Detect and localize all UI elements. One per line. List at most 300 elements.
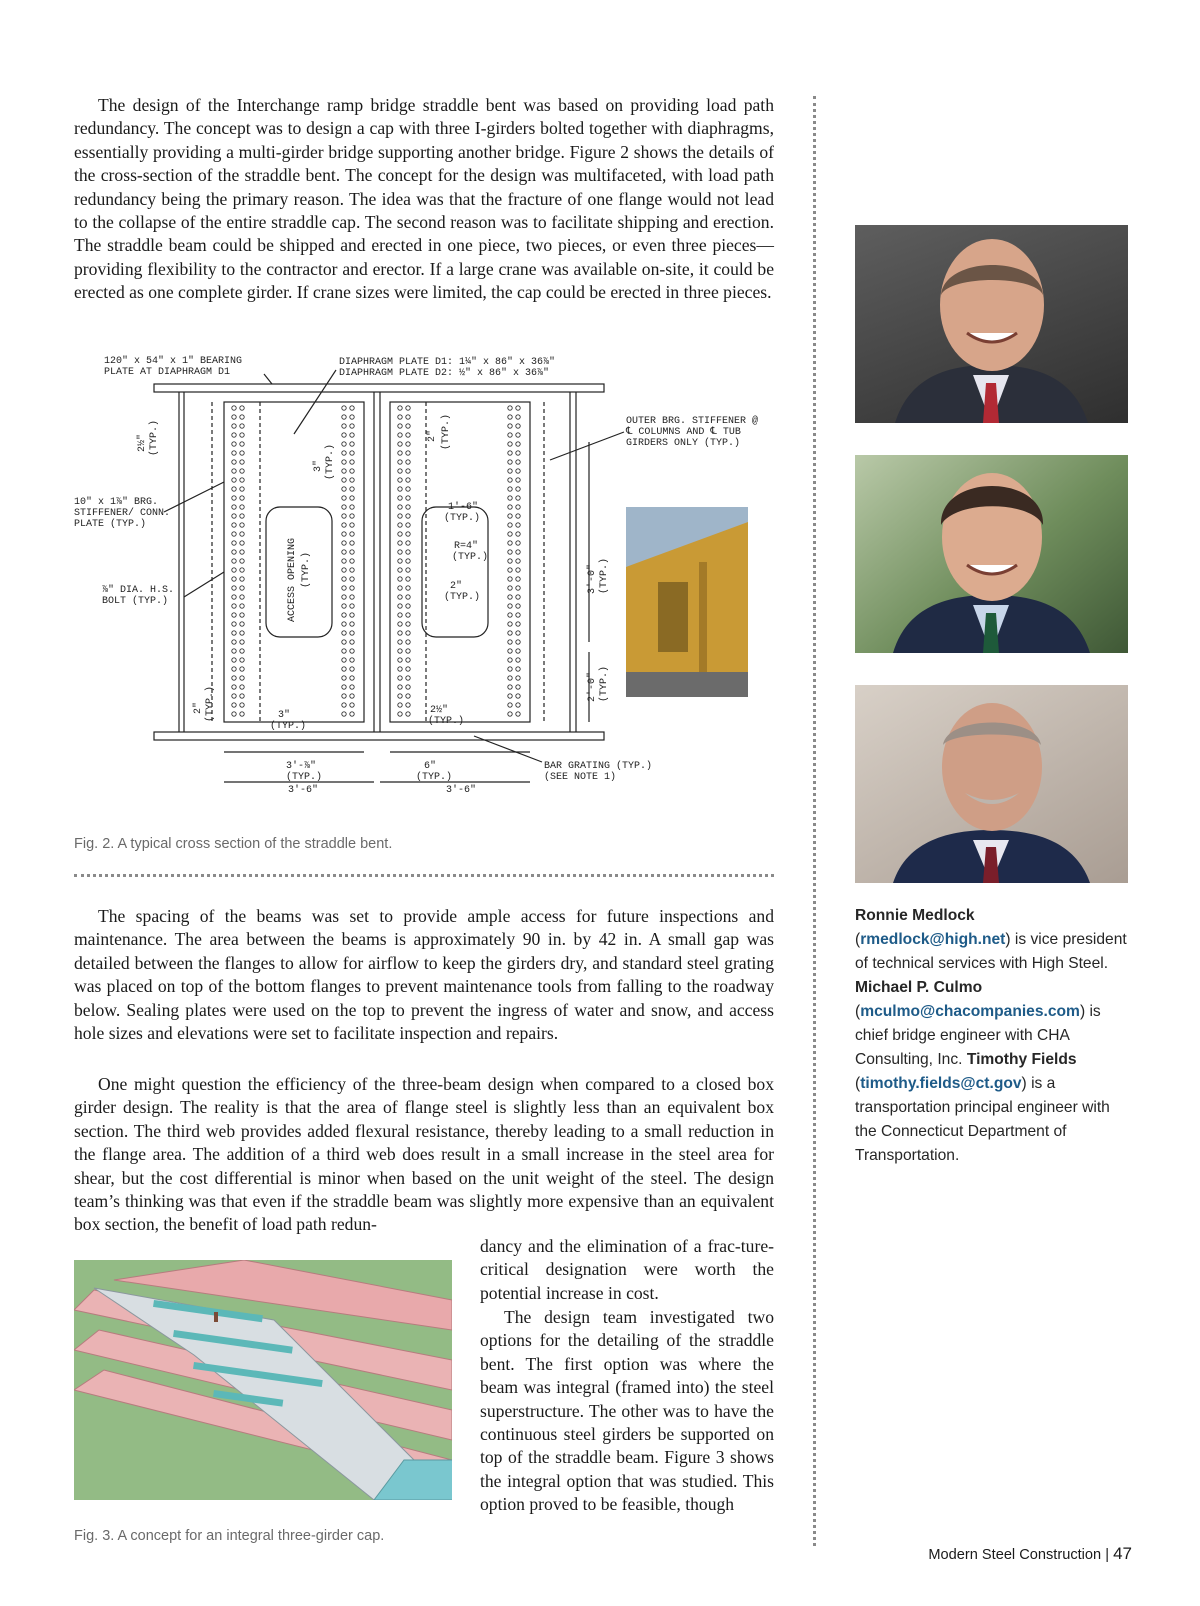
bolt-hole — [342, 586, 346, 590]
bolt-hole — [232, 577, 236, 581]
bolt-hole — [516, 442, 520, 446]
bolt-hole — [516, 532, 520, 536]
bolt-hole — [406, 505, 410, 509]
horizontal-dotted-divider — [74, 874, 774, 877]
label-dim-3-vert: 3" — [313, 459, 324, 472]
label-dim-2-0: 2'-0" — [587, 671, 598, 702]
cross-section-drawing — [74, 352, 774, 822]
bolt-hole — [232, 703, 236, 707]
bolt-hole — [342, 658, 346, 662]
label-typ-2: (TYP.) — [452, 552, 489, 563]
bolt-hole — [350, 667, 354, 671]
bolt-hole — [516, 505, 520, 509]
bolt-hole — [398, 631, 402, 635]
label-bolt-1: ⅞" DIA. H.S. — [102, 585, 175, 596]
bolt-hole — [406, 415, 410, 419]
bolt-hole — [232, 613, 236, 617]
bolt-hole — [342, 703, 346, 707]
bolt-hole — [406, 532, 410, 536]
bolt-hole — [406, 541, 410, 545]
bolt-hole — [516, 676, 520, 680]
bolt-hole — [240, 631, 244, 635]
bolt-hole — [406, 460, 410, 464]
bolt-hole — [516, 595, 520, 599]
bolt-hole — [508, 667, 512, 671]
author-email-3[interactable]: timothy.fields@ct.gov — [860, 1075, 1022, 1092]
bolt-hole — [350, 442, 354, 446]
bolt-hole — [342, 442, 346, 446]
bolt-hole — [240, 685, 244, 689]
bolt-hole — [232, 469, 236, 473]
bolt-hole — [240, 478, 244, 482]
author-name-3: Timothy Fields — [966, 1051, 1077, 1068]
bolt-hole — [232, 595, 236, 599]
bolt-hole — [342, 685, 346, 689]
bolt-hole — [350, 415, 354, 419]
bolt-hole — [350, 649, 354, 653]
bolt-hole — [516, 487, 520, 491]
figure-3-integral-cap-rendering — [74, 1260, 452, 1500]
bolt-hole — [342, 640, 346, 644]
bolt-hole — [342, 676, 346, 680]
bolt-hole — [516, 496, 520, 500]
label-dim-3-6-a: 3'-6" — [288, 785, 319, 796]
bolt-hole — [508, 523, 512, 527]
bolt-hole — [508, 577, 512, 581]
bolt-hole — [350, 541, 354, 545]
bolt-hole — [508, 712, 512, 716]
bolt-hole — [398, 433, 402, 437]
vertical-dotted-divider — [813, 96, 816, 1546]
bolt-hole — [508, 505, 512, 509]
bolt-hole — [350, 496, 354, 500]
bolt-hole — [508, 469, 512, 473]
bolt-hole — [342, 649, 346, 653]
bolt-hole — [240, 451, 244, 455]
bolt-hole — [342, 487, 346, 491]
bolt-hole — [350, 568, 354, 572]
bolt-hole — [398, 676, 402, 680]
bolt-hole — [240, 523, 244, 527]
headshot-ronnie-medlock — [855, 225, 1128, 423]
bolt-hole — [342, 514, 346, 518]
bolt-hole — [232, 532, 236, 536]
label-typ-9: (TYP.) — [325, 443, 336, 480]
bolt-hole — [398, 415, 402, 419]
bolt-hole — [406, 712, 410, 716]
bolt-hole — [240, 469, 244, 473]
bolt-hole — [516, 568, 520, 572]
bolt-hole — [516, 685, 520, 689]
figure-2-cross-section — [74, 352, 774, 822]
label-typ-7: (TYP.) — [416, 772, 453, 783]
author-email-2[interactable]: mculmo@chacompanies.com — [860, 1003, 1080, 1020]
bolt-hole — [240, 622, 244, 626]
label-dim-2-vert-b: 2" — [193, 701, 204, 714]
bolt-hole — [406, 595, 410, 599]
label-bolt-2: BOLT (TYP.) — [102, 596, 169, 607]
bolt-hole — [406, 487, 410, 491]
bolt-hole — [516, 658, 520, 662]
bolt-hole — [232, 514, 236, 518]
bolt-hole — [516, 622, 520, 626]
label-typ-5: (TYP.) — [270, 721, 307, 732]
bolt-hole — [342, 595, 346, 599]
body-paragraph-3: One might question the efficiency of the three-beam design when compared to a closed box girder design. The reality is that the area of flange steel is slightly less than an equivalent box section. The third web provides added flexural resistance, thereby leading to a small reduction in the flange area. The addition of a third web does result in a small increase in the steel area for shear, but the cost differential is minor when based on the unit weight of the steel. The design team’s thinking was that even if the straddle beam was slightly more expensive than an equivalent box section, the benefit of load path redun- — [74, 1074, 774, 1235]
bolt-hole — [508, 676, 512, 680]
bolt-hole — [350, 523, 354, 527]
bolt-hole — [516, 478, 520, 482]
label-typ-11: (TYP.) — [301, 551, 312, 588]
bolt-hole — [398, 712, 402, 716]
bolt-hole — [232, 541, 236, 545]
bolt-hole — [406, 424, 410, 428]
bolt-hole — [508, 406, 512, 410]
bolt-hole — [398, 478, 402, 482]
bolt-hole — [342, 541, 346, 545]
bolt-hole — [398, 550, 402, 554]
bolt-hole — [342, 550, 346, 554]
bolt-hole — [508, 550, 512, 554]
bolt-hole — [398, 460, 402, 464]
bolt-hole — [240, 550, 244, 554]
label-brg-stiffener-3: PLATE (TYP.) — [74, 519, 147, 530]
bolt-hole — [406, 523, 410, 527]
bolt-hole — [232, 406, 236, 410]
bolt-hole — [516, 415, 520, 419]
bolt-hole — [398, 442, 402, 446]
bolt-hole — [508, 487, 512, 491]
bolt-hole — [232, 649, 236, 653]
bolt-hole — [232, 676, 236, 680]
label-outer-stiffener-1: OUTER BRG. STIFFENER @ — [626, 416, 759, 427]
bolt-hole — [232, 568, 236, 572]
bolt-hole — [240, 424, 244, 428]
bolt-hole — [398, 496, 402, 500]
bolt-hole — [232, 712, 236, 716]
bolt-hole — [516, 586, 520, 590]
bolt-hole — [406, 631, 410, 635]
label-typ-14: (TYP.) — [205, 685, 216, 722]
bolt-hole — [350, 559, 354, 563]
bolt-hole — [508, 631, 512, 635]
bolt-hole — [516, 433, 520, 437]
bolt-hole — [240, 658, 244, 662]
bolt-hole — [232, 685, 236, 689]
bolt-hole — [342, 469, 346, 473]
bolt-hole — [232, 667, 236, 671]
bolt-hole — [508, 658, 512, 662]
bolt-hole — [508, 559, 512, 563]
bolt-hole — [398, 604, 402, 608]
bolt-hole — [350, 460, 354, 464]
body-paragraph-4: The design team investigated two options for the detailing of the straddle bent. The first option was where the beam was integral (framed into) the steel superstructure. The other was to have the continuous steel girders be supported on top of the straddle beam. Figure 3 shows the integral option that was studied. This option proved to be feasible, though — [480, 1307, 774, 1515]
bolt-hole — [398, 577, 402, 581]
label-dim-6: 6" — [424, 761, 437, 772]
bolt-hole — [240, 712, 244, 716]
label-outer-stiffener-2: ℄ COLUMNS AND ℄ TUB — [626, 427, 741, 438]
bolt-hole — [342, 496, 346, 500]
bolt-hole — [232, 424, 236, 428]
bolt-hole — [516, 703, 520, 707]
bolt-hole — [398, 658, 402, 662]
bolt-hole — [240, 586, 244, 590]
bolt-hole — [342, 424, 346, 428]
bolt-hole — [398, 469, 402, 473]
bolt-hole — [398, 595, 402, 599]
bolt-hole — [342, 631, 346, 635]
bolt-hole — [350, 712, 354, 716]
bolt-hole — [508, 478, 512, 482]
bolt-hole — [232, 658, 236, 662]
bolt-hole — [508, 460, 512, 464]
bolt-hole — [406, 442, 410, 446]
bolt-hole — [398, 667, 402, 671]
label-typ-13: (TYP.) — [599, 665, 610, 702]
author-email-1[interactable]: rmedlock@high.net — [860, 931, 1006, 948]
bolt-hole — [350, 604, 354, 608]
bolt-hole — [232, 442, 236, 446]
bolt-hole — [398, 685, 402, 689]
bolt-hole — [350, 532, 354, 536]
bolt-hole — [406, 568, 410, 572]
label-dim-2-vert: 2" — [427, 429, 438, 442]
page-number: 47 — [1113, 1544, 1132, 1563]
bolt-hole — [516, 550, 520, 554]
bolt-hole — [398, 559, 402, 563]
bolt-hole — [508, 604, 512, 608]
bolt-hole — [516, 406, 520, 410]
bolt-hole — [232, 478, 236, 482]
bolt-hole — [232, 604, 236, 608]
bolt-hole — [406, 613, 410, 617]
bolt-hole — [350, 478, 354, 482]
bolt-hole — [350, 703, 354, 707]
bolt-hole — [508, 694, 512, 698]
fabricated-girder-photo — [626, 507, 748, 697]
bolt-hole — [516, 523, 520, 527]
headshot-michael-culmo — [855, 455, 1128, 653]
bolt-hole — [406, 586, 410, 590]
bolt-hole — [240, 496, 244, 500]
bolt-hole — [240, 595, 244, 599]
bolt-hole — [350, 487, 354, 491]
label-dim-2: 2" — [450, 581, 463, 592]
label-radius: R=4" — [454, 541, 479, 552]
label-dim-2half: 2½" — [137, 433, 148, 452]
bolt-hole — [232, 496, 236, 500]
label-dim-3-6-b: 3'-6" — [446, 785, 477, 796]
bolt-hole — [508, 424, 512, 428]
bolt-hole — [350, 622, 354, 626]
access-opening-right — [422, 507, 488, 637]
bolt-hole — [350, 406, 354, 410]
bolt-hole — [406, 496, 410, 500]
bolt-hole — [240, 487, 244, 491]
label-dim-3-0: 3'-0" — [587, 563, 598, 594]
bolt-hole — [342, 523, 346, 527]
bolt-hole — [406, 604, 410, 608]
bolt-hole — [398, 532, 402, 536]
bolt-hole — [232, 622, 236, 626]
label-grating-2: (SEE NOTE 1) — [544, 772, 617, 783]
label-diaphragm-2: DIAPHRAGM PLATE D2: ½" x 86" x 36⅞" — [339, 368, 550, 379]
bolt-hole — [398, 451, 402, 455]
bolt-hole — [508, 415, 512, 419]
bolt-hole — [516, 424, 520, 428]
bolt-hole — [240, 514, 244, 518]
bolt-hole — [240, 703, 244, 707]
bolt-hole — [508, 451, 512, 455]
bolt-hole — [398, 649, 402, 653]
bolt-hole — [240, 649, 244, 653]
body-paragraph-1: The design of the Interchange ramp bridge straddle bent was based on providing load path redundancy. The concept was to design a cap with three I-girders bolted together with diaphragms, essentially providing a multi-girder bridge supporting another bridge. Figure 2 shows the details of the cross-section of the straddle bent. The concept for the design was multifaceted, with load path redundancy being the primary reason. The idea was that the fracture of one flange would not lead to the collapse of the entire straddle cap. The second reason was to facilitate shipping and erection. The straddle beam could be shipped and erected in one piece, two pieces, or even three pieces—providing flexibility to the contractor and erector. If a large crane was available on-site, it could be erected as one complete girder. If crane sizes were limited, the cap could be erected in three pieces. — [74, 95, 774, 303]
access-opening-left — [266, 507, 332, 637]
bolt-hole — [508, 514, 512, 518]
bolt-hole — [350, 685, 354, 689]
bolt-hole — [232, 694, 236, 698]
bolt-hole — [516, 469, 520, 473]
bolt-hole — [398, 523, 402, 527]
label-bearing-plate-1: 120" x 54" x 1" BEARING — [104, 356, 243, 367]
bolt-hole — [342, 604, 346, 608]
bolt-hole — [398, 514, 402, 518]
bolt-hole — [240, 613, 244, 617]
label-dim-3: 3" — [278, 710, 291, 721]
bolt-hole — [350, 550, 354, 554]
bolt-hole — [232, 505, 236, 509]
bolt-hole — [508, 613, 512, 617]
publication-name: Modern Steel Construction — [928, 1547, 1102, 1563]
bolt-hole — [398, 622, 402, 626]
bolt-hole — [342, 712, 346, 716]
bolt-hole — [406, 514, 410, 518]
bolt-hole — [342, 568, 346, 572]
bolt-hole — [516, 712, 520, 716]
bolt-hole — [398, 703, 402, 707]
author-name-1: Ronnie Medlock — [855, 907, 975, 924]
bolt-hole — [350, 694, 354, 698]
bolt-hole — [350, 640, 354, 644]
bolt-hole — [232, 433, 236, 437]
bolt-hole — [240, 532, 244, 536]
label-typ-10: (TYP.) — [441, 413, 452, 450]
bolt-hole — [406, 676, 410, 680]
bolt-hole — [240, 433, 244, 437]
bolt-hole — [240, 676, 244, 680]
bolt-hole — [406, 469, 410, 473]
author-text-3: is a transportation principal engineer with the Connecticut Department of Transportation. — [855, 1075, 1110, 1164]
bolt-hole — [406, 559, 410, 563]
girder-section-lines — [154, 370, 624, 782]
bolt-hole — [350, 631, 354, 635]
bolt-hole — [232, 586, 236, 590]
bolt-hole — [350, 613, 354, 617]
bolt-hole — [240, 577, 244, 581]
bolt-hole — [406, 406, 410, 410]
bolt-hole — [406, 685, 410, 689]
bolt-hole — [398, 487, 402, 491]
bolt-hole — [240, 640, 244, 644]
bolt-hole — [350, 433, 354, 437]
bolt-hole — [406, 433, 410, 437]
bolt-hole — [350, 505, 354, 509]
bolt-hole — [240, 559, 244, 563]
bolt-hole — [508, 649, 512, 653]
bolt-hole — [232, 550, 236, 554]
bolt-hole — [508, 685, 512, 689]
label-bearing-plate-2: PLATE AT DIAPHRAGM D1 — [104, 367, 231, 378]
bolt-hole — [508, 532, 512, 536]
author-bios: Ronnie Medlock (rmedlock@high.net) is vice president of technical services with High Steel. Michael P. Culmo (mculmo@chacompanies.com) is chief bridge engineer with CHA Consulting, Inc. Timothy Fields (timothy.fields@ct.gov) is a transportation principal engineer with the Connecticut Department of Transportation. — [855, 907, 1127, 1164]
bolt-hole — [508, 640, 512, 644]
bolt-hole — [516, 559, 520, 563]
bolt-hole — [406, 451, 410, 455]
bolt-hole — [406, 667, 410, 671]
footer-separator: | — [1105, 1547, 1110, 1563]
bolt-hole — [342, 694, 346, 698]
bolt-hole — [342, 505, 346, 509]
author-name-2: Michael P. Culmo — [855, 979, 983, 996]
bolt-hole — [516, 631, 520, 635]
label-dim-1-6: 1'-6" — [448, 502, 479, 513]
label-grating-1: BAR GRATING (TYP.) — [544, 761, 653, 772]
page-footer — [928, 1544, 1132, 1564]
label-typ-4: (TYP.) — [428, 716, 465, 727]
body-paragraph-2: The spacing of the beams was set to provide ample access for future inspections and maintenance. The area between the beams is approximately 90 in. by 42 in. A small gap was detailed between the flanges to allow for airflow to keep the girders dry, and standard steel grating was placed on top of the bottom flanges to prevent maintenance tools from falling to the roadway below. Sealing plates were used on the top to prevent the ingress of water and snow, and access hole sizes and elevations were set to facilitate inspection and repairs. — [74, 906, 774, 1044]
bolt-hole — [232, 631, 236, 635]
author-text-2: is chief bridge engineer with CHA Consulting, Inc. — [855, 1003, 1101, 1068]
body-paragraph-3-continued: dancy and the elimination of a frac-ture-critical designation were worth the potential increase in cost. — [480, 1236, 774, 1303]
bolt-hole — [508, 586, 512, 590]
bolt-hole — [516, 694, 520, 698]
bolt-hole — [406, 550, 410, 554]
bolt-hole — [350, 514, 354, 518]
label-typ-3: (TYP.) — [444, 592, 481, 603]
bolt-hole — [406, 577, 410, 581]
bolt-hole — [350, 577, 354, 581]
bolt-hole — [516, 460, 520, 464]
bolt-hole — [232, 415, 236, 419]
label-dim-2half-b: 2½" — [430, 705, 449, 716]
bolt-hole — [406, 478, 410, 482]
bolt-hole — [342, 460, 346, 464]
author-text-1: is vice president of technical services with High Steel. — [855, 931, 1127, 972]
bolt-hole — [508, 433, 512, 437]
bolt-hole — [240, 460, 244, 464]
label-typ-6: (TYP.) — [286, 772, 323, 783]
bolt-hole — [516, 577, 520, 581]
bolt-hole — [406, 649, 410, 653]
bolt-hole — [508, 568, 512, 572]
bottom-flange — [154, 732, 604, 740]
bolt-hole — [406, 640, 410, 644]
bolt-hole — [342, 451, 346, 455]
label-access-opening: ACCESS OPENING — [287, 537, 298, 622]
bolt-hole — [240, 505, 244, 509]
bolt-hole — [232, 487, 236, 491]
figure-2-caption: Fig. 2. A typical cross section of the straddle bent. — [74, 836, 393, 852]
bolt-hole — [240, 406, 244, 410]
bolt-hole — [508, 442, 512, 446]
label-dim-3-78: 3'-⅞" — [286, 761, 317, 772]
bolt-hole — [350, 676, 354, 680]
bolt-hole — [516, 667, 520, 671]
label-typ-8: (TYP.) — [149, 419, 160, 456]
bolt-hole — [240, 541, 244, 545]
bolt-hole — [508, 595, 512, 599]
bolt-hole — [516, 514, 520, 518]
